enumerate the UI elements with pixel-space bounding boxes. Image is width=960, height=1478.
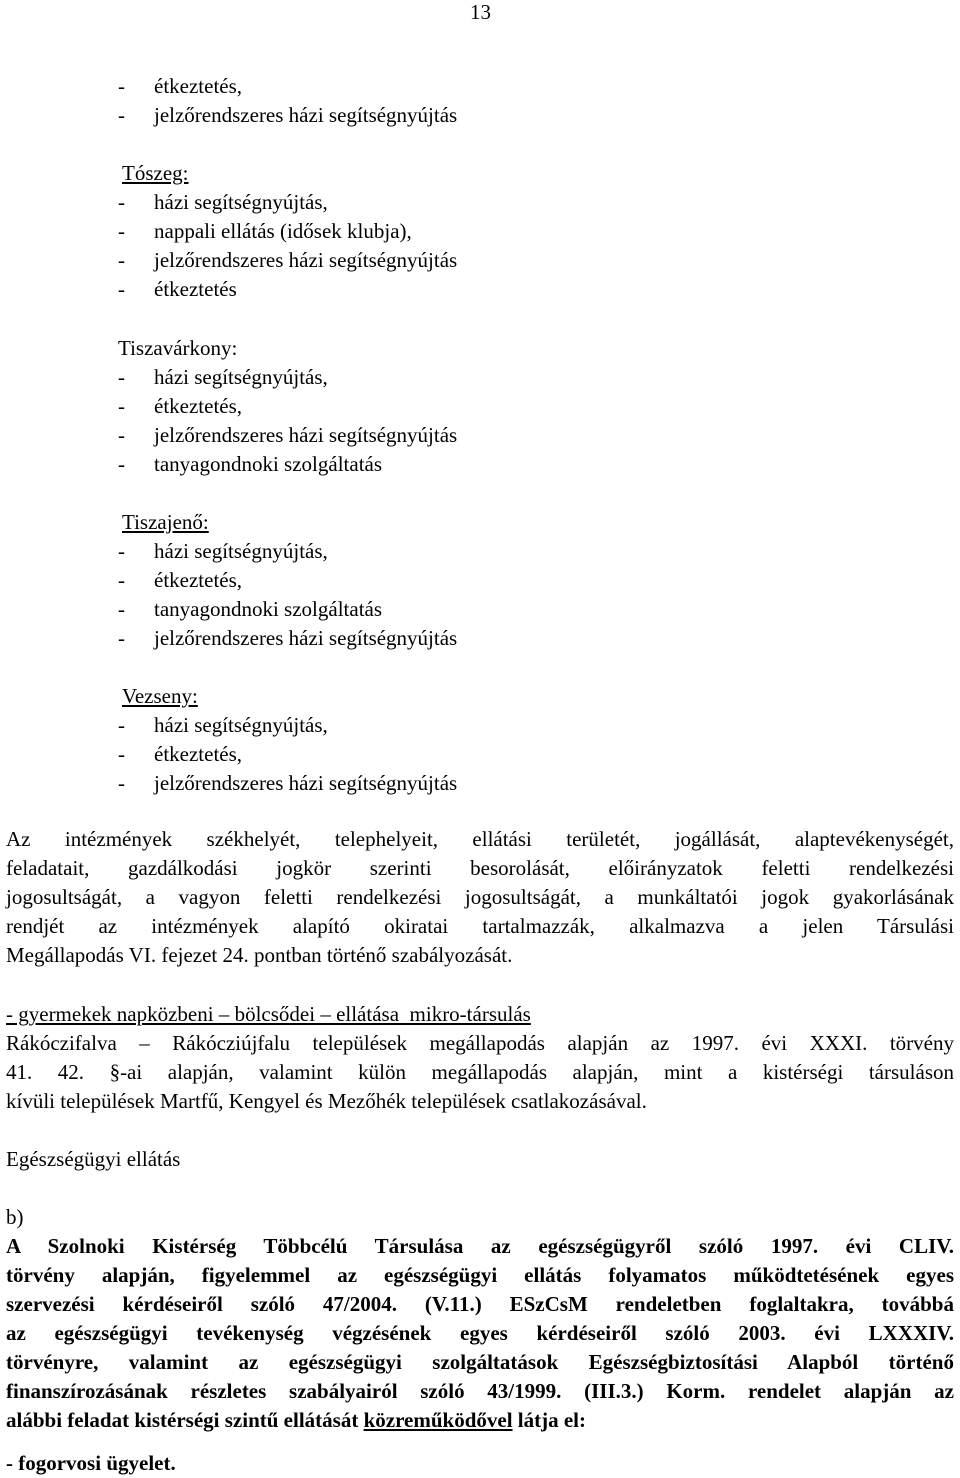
- list-item: - házi segítségnyújtás,: [118, 713, 328, 737]
- paragraph-line: Az intézmények székhelyét, telephelyeit, ellátási területét, jogállását, alaptevékenységét,: [6, 827, 954, 851]
- list-item: - jelzőrendszeres házi segítségnyújtás: [118, 771, 458, 795]
- paragraph-line: Rákóczifalva – Rákócziújfalu települések megállapodás alapján az 1997. évi XXXI. törvény: [6, 1031, 954, 1055]
- paragraph-line: alábbi feladat kistérségi szintű ellátását közreműködővel látja el:: [6, 1408, 587, 1432]
- childcare-heading: - gyermekek napközbeni – bölcsődei – ellátása mikro-társulás: [6, 1002, 531, 1026]
- paragraph-line: törvényre, valamint az egészségügyi szolgáltatások Egészségbiztosítási Alapból történő: [6, 1350, 954, 1374]
- tiszajeno-heading: Tiszajenő:: [122, 510, 209, 534]
- tiszavarkony-heading: Tiszavárkony:: [118, 336, 238, 360]
- list-item: - házi segítségnyújtás,: [118, 190, 328, 214]
- list-item: - étkeztetés,: [118, 568, 243, 592]
- health-care-heading: Egészségügyi ellátás: [6, 1147, 181, 1171]
- list-item: - házi segítségnyújtás,: [118, 539, 328, 563]
- list-item: - étkeztetés,: [118, 742, 243, 766]
- underlined-term: közreműködővel: [363, 1408, 513, 1432]
- list-item: - étkeztetés: [118, 277, 237, 301]
- dental-duty-item: - fogorvosi ügyelet.: [6, 1451, 176, 1475]
- section-b-label: b): [6, 1205, 24, 1229]
- page-number: 13: [470, 0, 491, 24]
- list-item: - jelzőrendszeres házi segítségnyújtás: [118, 103, 458, 127]
- childcare-paragraph: [6, 1000, 954, 1116]
- paragraph-line: 41. 42. §-ai alapján, valamint külön megállapodás alapján, mint a kistérségi társuláson: [6, 1060, 954, 1084]
- list-item: - jelzőrendszeres házi segítségnyújtás: [118, 423, 458, 447]
- list-item: - jelzőrendszeres házi segítségnyújtás: [118, 626, 458, 650]
- vezseny-heading: Vezseny:: [122, 684, 198, 708]
- health-care-paragraph: [6, 1232, 954, 1435]
- tiszavarkony-list: [118, 334, 457, 479]
- paragraph-line: az egészségügyi tevékenység végzésének egyes kérdéseiről szóló 2003. évi LXXXIV.: [6, 1321, 954, 1345]
- paragraph-line: szervezési kérdéseiről szóló 47/2004. (V.11.) ESzCsM rendeletben foglaltakra, továbbá: [6, 1292, 954, 1316]
- list-item: - jelzőrendszeres házi segítségnyújtás: [118, 248, 458, 272]
- vezseny-list: [118, 682, 457, 798]
- list-item: - nappali ellátás (idősek klubja),: [118, 219, 412, 243]
- institutions-paragraph: [6, 825, 954, 970]
- paragraph-line: jogosultságát, a vagyon feletti rendelkezési jogosultságát, a munkáltatói jogok gyakorlásának: [6, 885, 954, 909]
- toszeg-list: [118, 159, 457, 304]
- list-item: - házi segítségnyújtás,: [118, 365, 328, 389]
- list-item: - étkeztetés,: [118, 394, 243, 418]
- list-item: - tanyagondnoki szolgáltatás: [118, 597, 383, 621]
- list-item: - tanyagondnoki szolgáltatás: [118, 452, 383, 476]
- paragraph-line: törvény alapján, figyelemmel az egészségügyi ellátás folyamatos működtetésének egyes: [6, 1263, 954, 1287]
- tiszajeno-list: [118, 508, 457, 653]
- paragraph-line: feladatait, gazdálkodási jogkör szerinti besorolását, előirányzatok feletti rendelkezési: [6, 856, 954, 880]
- paragraph-line: Megállapodás VI. fejezet 24. pontban történő szabályozását.: [6, 943, 513, 967]
- toszeg-heading: Tószeg:: [122, 161, 189, 185]
- paragraph-line: kívüli települések Martfű, Kengyel és Mezőhék települések csatlakozásával.: [6, 1089, 647, 1113]
- paragraph-line: rendjét az intézmények alapító okiratai tartalmazzák, alkalmazva a jelen Társulási: [6, 914, 954, 938]
- intro-list: [118, 72, 457, 130]
- list-item: - étkeztetés,: [118, 74, 243, 98]
- paragraph-line: finanszírozásának részletes szabályairól szóló 43/1999. (III.3.) Korm. rendelet alapján az: [6, 1379, 954, 1403]
- paragraph-line: A Szolnoki Kistérség Többcélú Társulása az egészségügyről szóló 1997. évi CLIV.: [6, 1234, 954, 1258]
